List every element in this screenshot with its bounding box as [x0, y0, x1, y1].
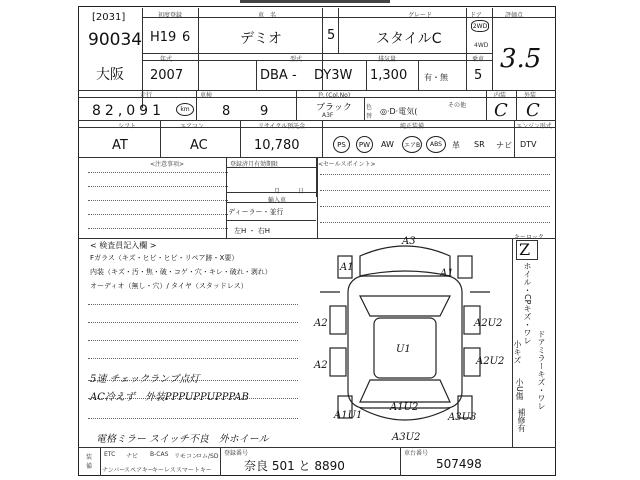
grade-value: スタイルC: [376, 31, 442, 47]
side-note-mirror: ドアミラーキズ・ワレ: [537, 330, 546, 410]
inspector-title: < 検査員記入欄 >: [90, 241, 157, 250]
model-prefix: DBA -: [260, 68, 297, 83]
displacement-label: 排気量: [378, 56, 397, 63]
car-damage-diagram: [300, 236, 510, 446]
equip-aw: AW: [381, 140, 394, 149]
equip-item-etc: ETC: [104, 451, 116, 458]
damage-label-front-left: A1: [340, 262, 354, 273]
footer-equip-grid: [100, 447, 220, 476]
equip-airbag: エアB: [402, 136, 422, 153]
score-label: 評価点: [505, 12, 524, 19]
damage-label-rear-right: A3U3: [448, 412, 477, 423]
turbo-option: 有・無: [424, 73, 448, 82]
equip-abs: ABS: [426, 136, 446, 153]
handwritten-note-3: 電格ミラー スイッチ不良 外ホイール: [96, 434, 269, 445]
equip-item-remote: リモコン: [174, 453, 199, 460]
equip-item-plate: ナンバー: [102, 467, 126, 474]
equip-footer-label: 装備: [86, 454, 93, 470]
mileage: 82,091: [92, 103, 165, 119]
equip-item-bcas: B-CAS: [150, 451, 169, 458]
lot-label: [2031]: [92, 12, 126, 23]
year-label: 年式: [160, 56, 173, 63]
damage-label-rear-center: A1U2: [390, 402, 419, 413]
recycle-amount: 10,780: [254, 138, 300, 153]
interior-label: 内装: [494, 92, 507, 99]
first-reg-label: 初度登録: [158, 12, 183, 19]
seat-count: 5: [474, 68, 483, 83]
damage-label-front: A3: [402, 236, 416, 247]
color-name: ブラック: [316, 103, 352, 113]
car-name: デミオ: [240, 31, 282, 47]
damage-label-roof: U1: [396, 344, 411, 355]
model-code: DY3W: [314, 68, 353, 83]
reg-day-label: 日: [298, 188, 305, 195]
inspection-month: 9: [260, 104, 269, 119]
audio-tire: オーディオ（無し・穴）/ タイヤ（スタッドレス）: [90, 282, 248, 290]
exterior-label: 外装: [524, 92, 537, 99]
ecu-label: エンジン形式: [516, 123, 552, 130]
door-count: 5: [327, 28, 336, 43]
interior-condition: 内装（キズ・汚・焦・破・コゲ・穴・キレ・破れ・剥れ）: [90, 268, 272, 276]
mileage-label: 走行: [140, 92, 153, 99]
drive-4wd-label: 4WD: [474, 42, 489, 49]
color-code: A3F: [322, 112, 334, 119]
exterior-grade: C: [526, 100, 540, 121]
equipment-label: 純正装備: [400, 123, 425, 130]
equip-navi: ナビ: [496, 141, 512, 150]
equip-leather: 革: [452, 141, 460, 150]
damage-label-right-door: A2U2: [474, 318, 503, 329]
displacement: 1,300: [370, 68, 408, 83]
side-note-u: 小U傷: [515, 378, 524, 400]
other-label: その他: [448, 102, 467, 109]
equip-item-navi: ナビ: [126, 453, 139, 460]
damage-label-front-right: A1: [440, 268, 454, 279]
power-options: ◎·D·電気(: [380, 107, 418, 116]
sales-point-label: <セールスポイント>: [318, 161, 376, 168]
first-reg-month: 6: [182, 30, 191, 45]
seats-label: 乗車: [472, 56, 485, 63]
equip-ps: PS: [333, 136, 350, 153]
damage-label-rear-bumper: A3U2: [392, 432, 421, 443]
reg-month-label: 月: [274, 188, 281, 195]
reg-validity-label: 登録済月有効期限: [230, 161, 279, 168]
equip-item-rom: ロム/SD: [196, 453, 219, 460]
aircon-value: AC: [190, 138, 208, 153]
side-note-wheel: ホイル・CPキズ・ワレ: [523, 262, 532, 345]
keylock-label: キーロック: [514, 234, 544, 241]
keylock-z-mark: Z: [519, 240, 531, 259]
side-note-repair: 補修有: [517, 408, 526, 432]
km-unit: km: [176, 103, 194, 116]
damage-label-left-rear-door: A2: [314, 360, 328, 371]
color-change-label: 色替: [366, 104, 373, 120]
dealer-label: ディーラー・並行: [228, 208, 284, 216]
car-name-label: 車 名: [258, 12, 277, 19]
lot-number: 90034: [88, 30, 143, 50]
evaluation-score: 3.5: [500, 44, 542, 74]
caution-label: <注意事項>: [150, 161, 185, 168]
chassis-label: 車台番号: [404, 450, 429, 457]
grade-label: グレード: [408, 12, 433, 19]
venue: 大阪: [96, 67, 124, 83]
equip-item-sparekey: スペアキー: [124, 467, 154, 474]
plate-label: 登録番号: [224, 450, 249, 457]
model-year: 2007: [150, 68, 184, 83]
shift-value: AT: [112, 138, 128, 153]
handwritten-note-1: 5速 チェックランプ点灯: [90, 374, 200, 385]
inspection-year: 8: [222, 104, 231, 119]
damage-label-left-door: A2: [314, 318, 328, 329]
handwritten-note-2: AC冷えず 外装PPPUPPUPPPAB: [90, 392, 249, 403]
inspection-label: 車検: [200, 92, 213, 99]
interior-grade: C: [494, 100, 508, 121]
registration-plate: 奈良 501 と 8890: [244, 459, 345, 473]
era-year: H19: [150, 30, 177, 45]
aircon-label: エアコン: [180, 123, 204, 130]
color-label: 色 (Col.No): [318, 92, 351, 99]
equip-sunroof: SR: [474, 140, 485, 149]
equip-pw: PW: [356, 136, 373, 153]
drive-2wd-mark: 2WD: [471, 20, 489, 32]
side-note-small: 小キズ: [513, 340, 522, 364]
equip-item-smartkey: スマートキー: [176, 467, 212, 474]
damage-label-rear-left: A1U1: [334, 410, 363, 421]
doors-label: ドア: [470, 12, 482, 19]
model-label: 型式: [290, 56, 303, 63]
equip-dtv: DTV: [520, 140, 537, 149]
import-label: 輸入車: [268, 197, 287, 204]
glass-condition: Fガラス（キズ・ヒビ・ヒビ・リペア跡・X要）: [90, 254, 239, 262]
shift-label: シフト: [118, 123, 137, 130]
recycle-label: リサイクル預託金: [258, 123, 306, 130]
handle-label: 左H ・ 右H: [234, 227, 270, 235]
equip-item-keyless: キーレス: [152, 467, 176, 474]
chassis-number: 507498: [436, 457, 482, 471]
damage-label-right-rear-door: A2U2: [476, 356, 505, 367]
